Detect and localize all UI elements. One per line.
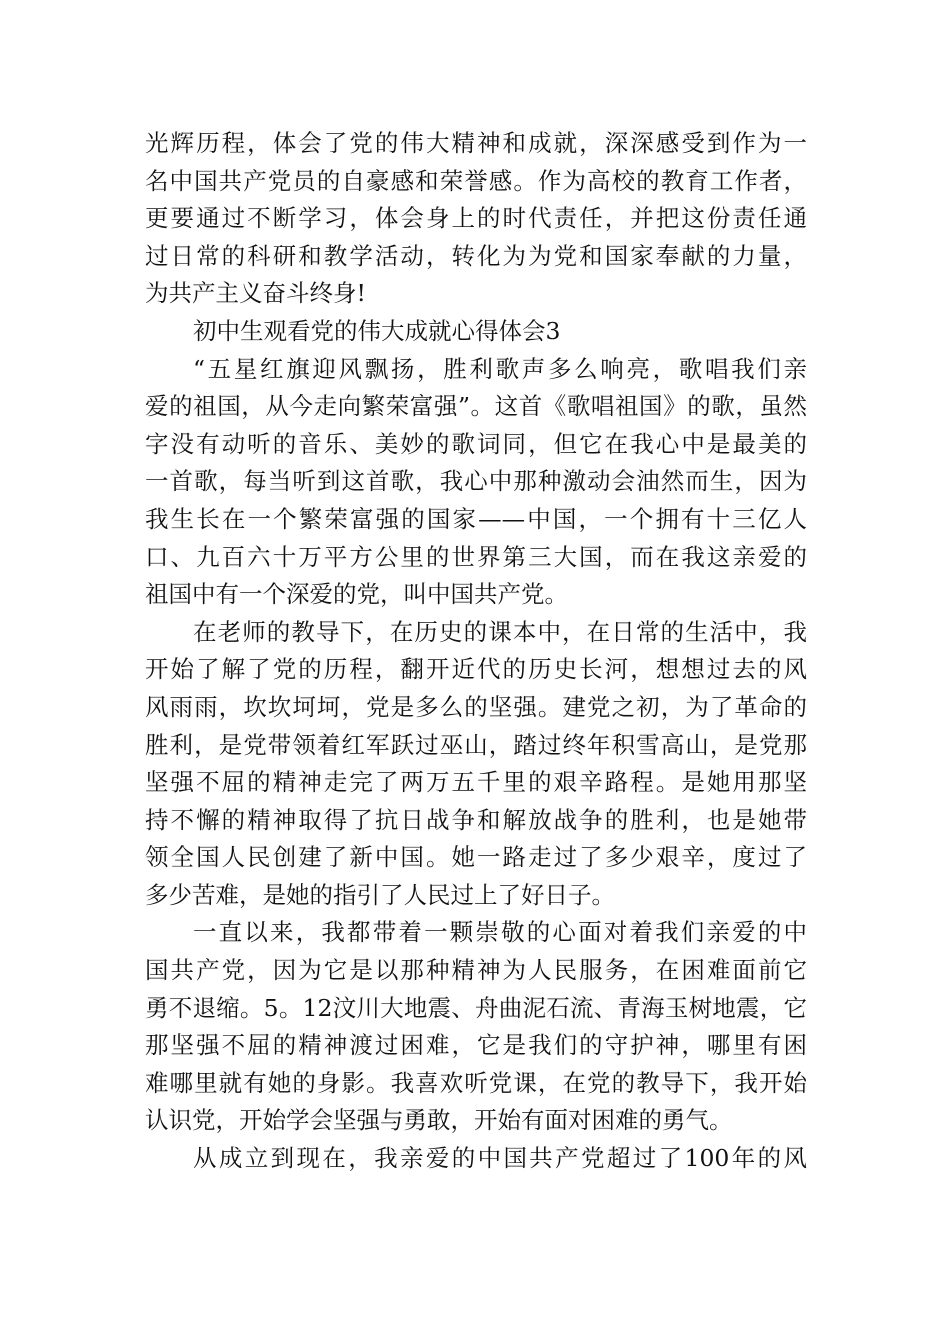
text-line: 难哪里就有她的身影。我喜欢听党课，在党的教导下，我开始 bbox=[145, 1068, 807, 1097]
text-line: 过日常的科研和教学活动，转化为为党和国家奉献的力量， bbox=[145, 241, 807, 270]
text-line: 从成立到现在，我亲爱的中国共产党超过了100年的风 bbox=[193, 1144, 807, 1173]
text-line: 名中国共产党员的自豪感和荣誉感。作为高校的教育工作者， bbox=[145, 166, 807, 195]
text-line: 胜利，是党带领着红军跃过巫山，踏过终年积雪高山，是党那 bbox=[145, 730, 807, 759]
text-line: 我生长在一个繁荣富强的国家——中国，一个拥有十三亿人 bbox=[145, 504, 807, 533]
text-line: “五星红旗迎风飘扬，胜利歌声多么响亮，歌唱我们亲 bbox=[193, 354, 807, 383]
document-body bbox=[145, 125, 807, 1178]
text-line: 国共产党，因为它是以那种精神为人民服务，在困难面前它 bbox=[145, 956, 807, 985]
section-heading: 初中生观看党的伟大成就心得体会3 bbox=[193, 316, 561, 345]
text-line: 一直以来，我都带着一颗崇敬的心面对着我们亲爱的中 bbox=[193, 918, 807, 947]
text-line: 爱的祖国，从今走向繁荣富强”。这首《歌唱祖国》的歌，虽然 bbox=[145, 392, 807, 421]
text-line: 认识党，开始学会坚强与勇敢，开始有面对困难的勇气。 bbox=[145, 1106, 733, 1135]
text-line: 口、九百六十万平方公里的世界第三大国，而在我这亲爱的 bbox=[145, 542, 807, 571]
text-line: 勇不退缩。5。12汶川大地震、舟曲泥石流、青海玉树地震，它 bbox=[145, 993, 807, 1022]
text-line: 为共产主义奋斗终身! bbox=[145, 279, 366, 308]
text-line: 持不懈的精神取得了抗日战争和解放战争的胜利，也是她带 bbox=[145, 805, 807, 834]
text-line: 祖国中有一个深爱的党，叫中国共产党。 bbox=[145, 580, 568, 609]
text-line: 领全国人民创建了新中国。她一路走过了多少艰辛，度过了 bbox=[145, 843, 807, 872]
text-line: 开始了解了党的历程，翻开近代的历史长河，想想过去的风 bbox=[145, 655, 807, 684]
text-line: 字没有动听的音乐、美妙的歌词同，但它在我心中是最美的 bbox=[145, 429, 807, 458]
text-line: 更要通过不断学习，体会身上的时代责任，并把这份责任通 bbox=[145, 204, 807, 233]
text-line: 一首歌，每当听到这首歌，我心中那种激动会油然而生，因为 bbox=[145, 467, 807, 496]
text-line: 风雨雨，坎坎坷坷，党是多么的坚强。建党之初，为了革命的 bbox=[145, 692, 807, 721]
text-line: 那坚强不屈的精神渡过困难，它是我们的守护神，哪里有困 bbox=[145, 1031, 807, 1060]
text-line: 在老师的教导下，在历史的课本中，在日常的生活中，我 bbox=[193, 617, 807, 646]
text-line: 坚强不屈的精神走完了两万五千里的艰辛路程。是她用那坚 bbox=[145, 768, 807, 797]
text-line: 多少苦难，是她的指引了人民过上了好日子。 bbox=[145, 880, 615, 909]
text-line: 光辉历程，体会了党的伟大精神和成就，深深感受到作为一 bbox=[145, 129, 807, 157]
